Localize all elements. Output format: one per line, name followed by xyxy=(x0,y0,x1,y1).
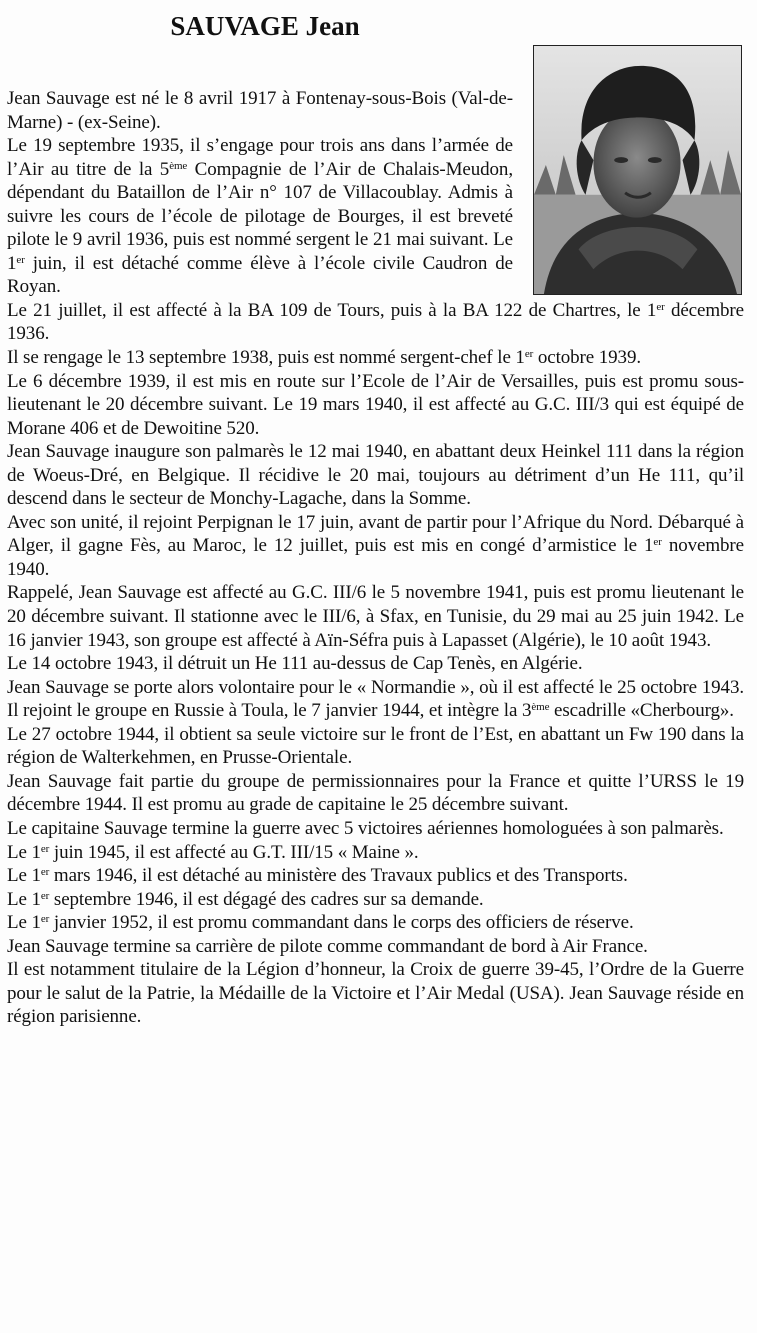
paragraph xyxy=(7,723,744,770)
paragraph xyxy=(7,770,744,817)
ordinal-superscript: er xyxy=(40,913,50,926)
paragraph-text: décembre 1936. xyxy=(7,299,744,345)
paragraph-text: juin 1945, il est affecté au G.T. III/15 « Maine ». xyxy=(49,841,419,863)
paragraph-text: Le 19 septembre 1935, il s’engage pour trois ans dans l’armée de l’Air au titre de la 5 xyxy=(7,135,513,180)
paragraph-text: Compagnie de l’Air de Chalais-Meudon, dépendant du Bataillon de l’Air n° 107 de Villacoublay. Admis à suivre les cours de l’école de pilotage de Bourges, il est breveté pilote le 9 avril 1936, puis est nommé sergent le 21 mai suivant. Le 1 xyxy=(7,158,513,274)
ordinal-superscript: er xyxy=(16,253,25,266)
ordinal-superscript: er xyxy=(40,866,50,879)
paragraph xyxy=(7,817,744,841)
paragraph xyxy=(7,581,744,652)
ordinal-superscript: er xyxy=(40,842,50,855)
page-title: SAUVAGE Jean xyxy=(170,11,360,41)
paragraph xyxy=(7,87,513,134)
ordinal-superscript: er xyxy=(524,348,534,361)
paragraph-text: Jean Sauvage termine sa carrière de pilote comme commandant de bord à Air France. xyxy=(7,935,648,957)
paragraph xyxy=(7,888,744,912)
paragraph-text: Le 1 xyxy=(7,912,41,934)
paragraph-text: janvier 1952, il est promu commandant dans le corps des officiers de réserve. xyxy=(49,912,634,934)
paragraph-text: octobre 1939. xyxy=(533,347,642,369)
paragraph-text: Avec son unité, il rejoint Perpignan le 17 juin, avant de partir pour l’Afrique du Nord. Débarqué à Alger, il gagne Fès, au Maroc, le 12 juillet, puis est mis en congé d’armistice le 1 xyxy=(7,511,744,557)
paragraph xyxy=(7,676,744,723)
paragraph-text: Jean Sauvage est né le 8 avril 1917 à Fontenay-sous-Bois (Val-de-Marne) - (ex-Seine). xyxy=(7,88,513,133)
ordinal-superscript: ème xyxy=(531,701,550,714)
paragraph xyxy=(7,958,744,1029)
paragraph xyxy=(7,346,744,370)
paragraph xyxy=(7,652,744,676)
paragraph-text: Le 1 xyxy=(7,865,41,887)
paragraph-text: juin, il est détaché comme élève à l’école civile Caudron de Royan. xyxy=(7,252,513,298)
paragraph xyxy=(7,864,744,888)
paragraph-text: Rappelé, Jean Sauvage est affecté au G.C. III/6 le 5 novembre 1941, puis est promu lieutenant le 20 décembre suivant. Il stationne avec le III/6, à Sfax, en Tunisie, du 29 mai au 25 juin 1942. Le 16 janvier 1943, son groupe est affecté à Aïn-Séfra puis à Lapasset (Algérie), le 10 août 1943. xyxy=(7,582,744,651)
paragraph xyxy=(7,841,744,865)
ordinal-superscript: ème xyxy=(169,159,188,172)
paragraph-text: Le 21 juillet, il est affecté à la BA 109 de Tours, puis à la BA 122 de Chartres, le 1 xyxy=(7,299,657,321)
paragraph-text: septembre 1946, il est dégagé des cadres sur sa demande. xyxy=(49,888,484,910)
ordinal-superscript: er xyxy=(656,300,665,313)
paragraph-text: escadrille «Cherbourg». xyxy=(549,700,734,722)
paragraph xyxy=(7,911,744,935)
paragraph-text: Jean Sauvage se porte alors volontaire pour le « Normandie », où il est affecté le 25 octobre 1943. Il rejoint le groupe en Russie à Toula, le 7 janvier 1944, et intègre la 3 xyxy=(7,676,744,722)
paragraph-text: Le capitaine Sauvage termine la guerre avec 5 victoires aériennes homologuées à son palmarès. xyxy=(7,817,724,839)
paragraph-text: novembre 1940. xyxy=(7,535,744,580)
paragraph xyxy=(7,134,513,299)
paragraph-text: Jean Sauvage inaugure son palmarès le 12 mai 1940, en abattant deux Heinkel 111 dans la région de Woeus-Dré, en Belgique. Il récidive le 20 mai, toujours au détriment d’un He 111, qu’il descend dans le secteur de Monchy-Lagache, dans la Somme. xyxy=(7,441,744,510)
paragraph-text: mars 1946, il est détaché au ministère des Travaux publics et des Transports. xyxy=(49,865,628,887)
paragraph-text: Le 1 xyxy=(7,888,41,910)
biography-text xyxy=(7,87,744,1029)
paragraph xyxy=(7,511,744,582)
ordinal-superscript: er xyxy=(653,536,662,549)
paragraph-text: Le 14 octobre 1943, il détruit un He 111 au-dessus de Cap Tenès, en Algérie. xyxy=(7,653,583,675)
paragraph-text: Le 6 décembre 1939, il est mis en route sur l’Ecole de l’Air de Versailles, puis est promu sous-lieutenant le 20 décembre suivant. Le 19 mars 1940, il est affecté au G.C. III/3 qui est équipé de Morane 406 et de Dewoitine 520. xyxy=(7,370,744,439)
paragraph-text: Il se rengage le 13 septembre 1938, puis est nommé sergent-chef le 1 xyxy=(7,347,525,369)
paragraph-text: Il est notamment titulaire de la Légion d’honneur, la Croix de guerre 39-45, l’Ordre de la Guerre pour le salut de la Patrie, la Médaille de la Victoire et l’Air Medal (USA). Jean Sauvage réside en région parisienne. xyxy=(7,959,744,1028)
paragraph xyxy=(7,935,744,959)
paragraph xyxy=(7,299,744,346)
paragraph-text: Jean Sauvage fait partie du groupe de permissionnaires pour la France et quitte l’URSS le 19 décembre 1944. Il est promu au grade de capitaine le 25 décembre suivant. xyxy=(7,770,744,816)
paragraph xyxy=(7,370,744,441)
paragraph-text: Le 1 xyxy=(7,841,41,863)
paragraph xyxy=(7,440,744,511)
ordinal-superscript: er xyxy=(40,889,50,902)
paragraph-text: Le 27 octobre 1944, il obtient sa seule victoire sur le front de l’Est, en abattant un Fw 190 dans la région de Walterkehmen, en Prusse-Orientale. xyxy=(7,723,744,769)
